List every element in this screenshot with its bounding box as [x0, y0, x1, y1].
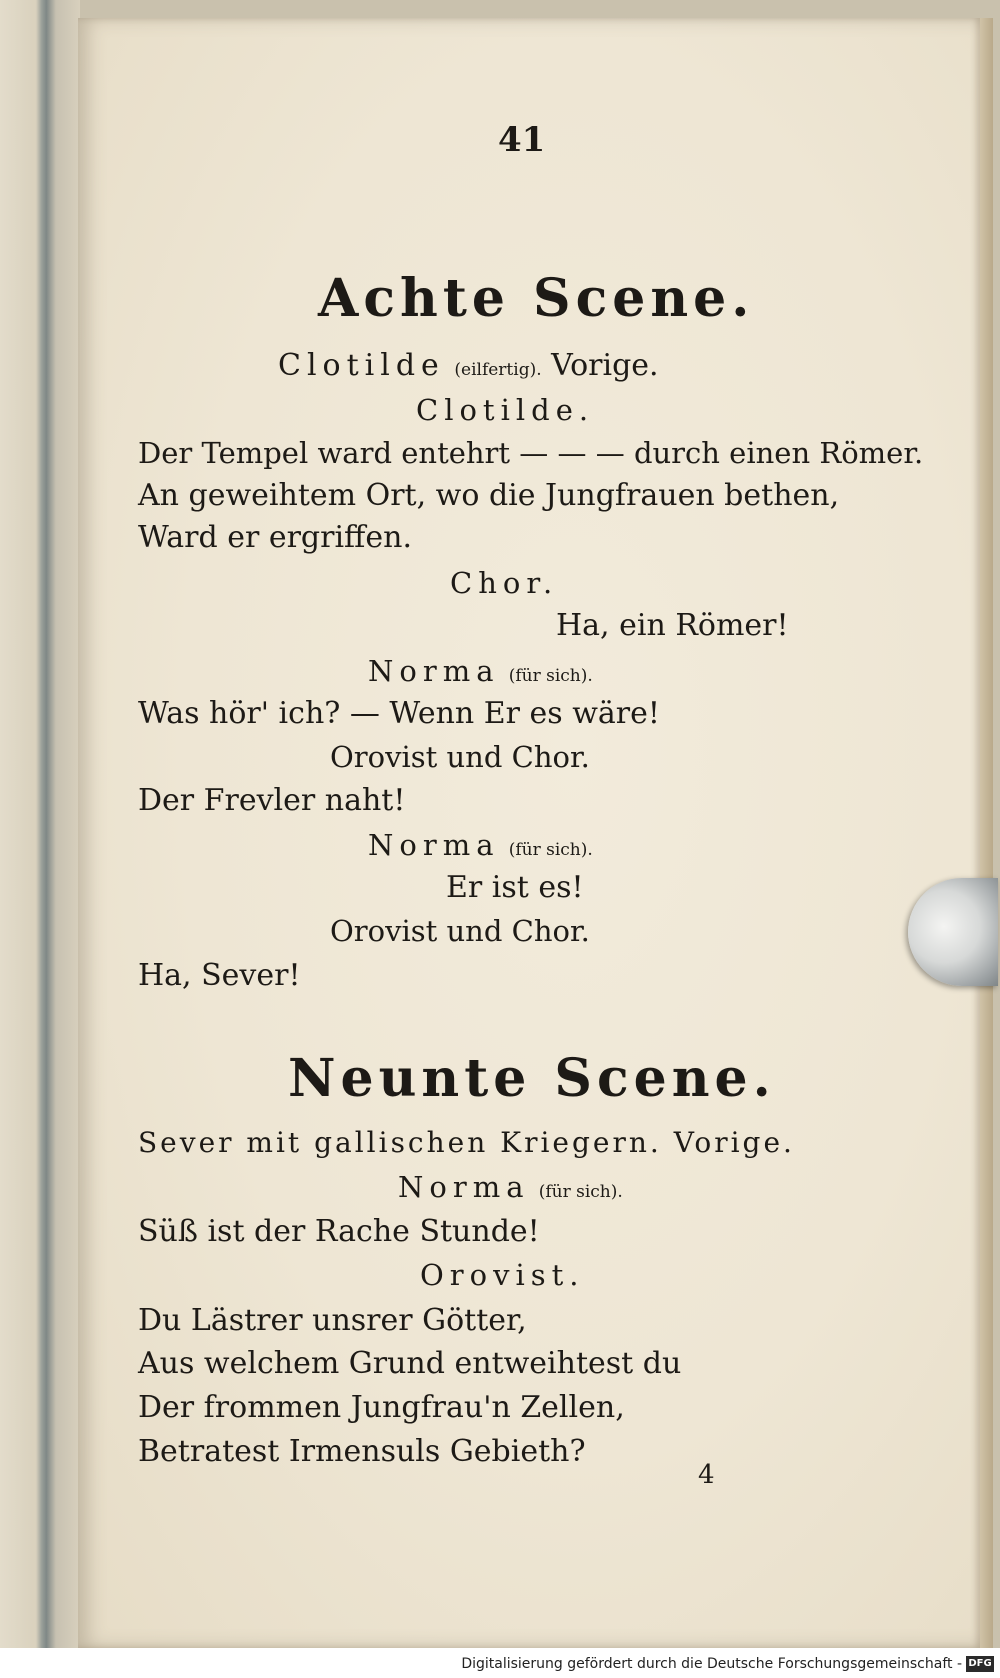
- stage-direction: (für sich).: [508, 840, 593, 860]
- verse-line: Ward er ergriffen.: [138, 520, 412, 555]
- verse-line: Ha, Sever!: [138, 958, 301, 993]
- scene9-cast: Sever mit gallischen Kriegern. Vorige.: [138, 1126, 795, 1159]
- verse-line: Der Tempel ward entehrt — — — durch einen Römer.: [138, 436, 924, 470]
- speaker-norma: [368, 828, 593, 862]
- verse-line: Was hör' ich? — Wenn Er es wäre!: [138, 696, 660, 731]
- speaker-chor: Chor.: [450, 566, 559, 600]
- verse-line: Er ist es!: [446, 870, 584, 905]
- verse-line: Süß ist der Rache Stunde!: [138, 1214, 540, 1249]
- stage-direction: (für sich).: [508, 666, 593, 686]
- scene-title-9: Neunte Scene.: [288, 1048, 776, 1109]
- stage-direction: (für sich).: [538, 1182, 623, 1202]
- speaker-norma: [368, 654, 593, 688]
- verse-line: Der frommen Jungfrau'n Zellen,: [138, 1390, 625, 1425]
- speaker-name: Norma: [398, 1170, 530, 1204]
- scene-title-8: Achte Scene.: [318, 268, 755, 329]
- verse-line: Betratest Irmensuls Gebieth?: [138, 1434, 586, 1469]
- verse-line: Ha, ein Römer!: [556, 608, 789, 643]
- book-page: [78, 18, 980, 1648]
- verse-line: Du Lästrer unsrer Götter,: [138, 1303, 527, 1338]
- verse-line: Der Frevler naht!: [138, 783, 406, 818]
- dfg-logo: DFG: [966, 1656, 994, 1672]
- cast-rest: Vorige.: [551, 348, 659, 383]
- verse-line: Aus welchem Grund entweihtest du: [138, 1346, 682, 1381]
- speaker-orovist: Orovist.: [420, 1258, 585, 1292]
- footer-bar: [0, 1648, 1000, 1678]
- cast-stage-direction: (eilfertig).: [454, 360, 542, 380]
- scene8-cast: [278, 348, 659, 383]
- speaker-name: Norma: [368, 828, 500, 862]
- speaker-orovist-chor: Orovist und Chor.: [330, 740, 590, 774]
- page-number: 41: [498, 120, 546, 160]
- signature-mark: 4: [698, 1460, 715, 1490]
- footer-credit: Digitalisierung gefördert durch die Deutsche Forschungsgemeinschaft -: [461, 1656, 962, 1672]
- verse-line: An geweihtem Ort, wo die Jungfrauen bethen,: [138, 478, 840, 513]
- speaker-name: Norma: [368, 654, 500, 688]
- speaker-norma: [398, 1170, 623, 1204]
- speaker-clotilde: Clotilde.: [416, 393, 595, 427]
- speaker-orovist-chor: Orovist und Chor.: [330, 914, 590, 948]
- cast-name: Clotilde: [278, 348, 445, 383]
- book-spine: [0, 0, 80, 1678]
